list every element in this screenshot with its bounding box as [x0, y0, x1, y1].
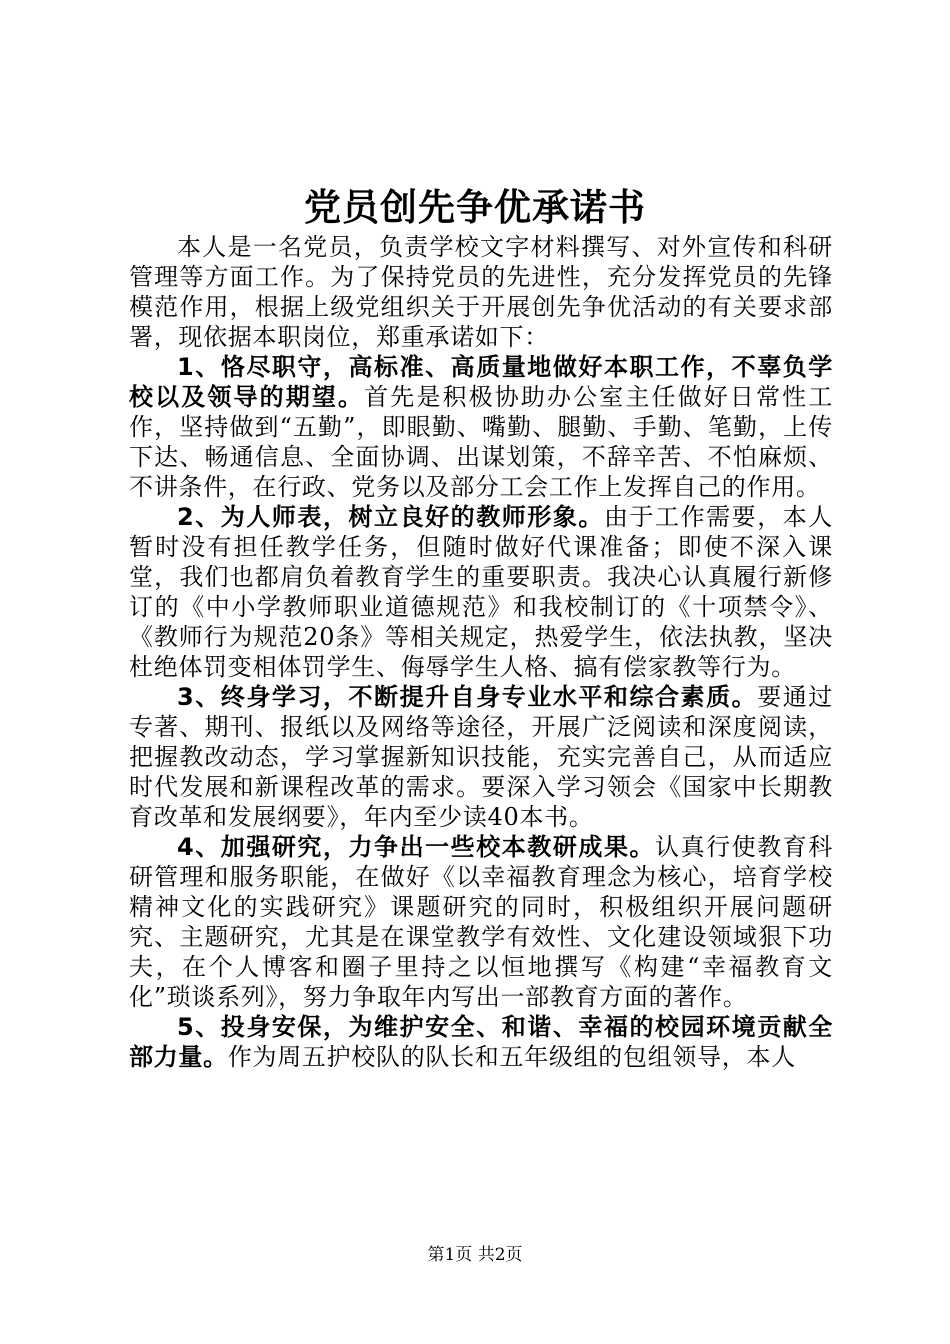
- commitment-heading-1: 1、恪尽职守，高标准、高质量地做好本职工作，不辜负学校以及领导的期望。: [129, 353, 833, 411]
- commitment-text-2: 由于工作需要，本人暂时没有担任教学任务，但随时做好代课准备；即使不深入课堂，我们也都肩负着教育学生的重要职责。我决心认真履行新修订的《中小学教师职业道德规范》和我校制订的《十项禁令》、《教师行为规范20条》等相关规定，热爱学生，依法执教，坚决杜绝体罚变相体罚学生、侮辱学生人格、搞有偿家教等行为。: [129, 503, 833, 681]
- commitment-text-5: 作为周五护校队的队长和五年级组的包组领导，本人: [227, 1043, 796, 1071]
- commitment-heading-4: 4、加强研究，力争出一些校本教研成果。: [177, 833, 656, 861]
- commitment-item-2: [129, 502, 833, 682]
- document-body: [129, 232, 833, 1072]
- intro-paragraph: 本人是一名党员，负责学校文字材料撰写、对外宣传和科研管理等方面工作。为了保持党员的先进性，充分发挥党员的先锋模范作用，根据上级党组织关于开展创先争优活动的有关要求部署，现依据本职岗位，郑重承诺如下：: [129, 233, 833, 351]
- commitment-heading-5: 5、投身安保，为维护安全、和谐、幸福的校园环境贡献全部力量。: [129, 1013, 833, 1071]
- document-title: 党员创先争优承诺书: [304, 185, 646, 229]
- commitment-text-3: 要通过专著、期刊、报纸以及网络等途径，开展广泛阅读和深度阅读，把握教改动态，学习掌握新知识技能，充实完善自己，从而适应时代发展和新课程改革的需求。要深入学习领会《国家中长期教育改革和发展纲要》，年内至少读40本书。: [129, 683, 833, 831]
- commitment-heading-2: 2、为人师表，树立良好的教师形象。: [177, 503, 604, 531]
- commitment-text-1: 首先是积极协助办公室主任做好日常性工作，坚持做到“五勤”，即眼勤、嘴勤、腿勤、手勤、笔勤，上传下达、畅通信息、全面协调、出谋划策，不辞辛苦、不怕麻烦、不讲条件，在行政、党务以及部分工会工作上发挥自己的作用。: [129, 383, 833, 501]
- commitment-heading-3: 3、终身学习，不断提升自身专业水平和综合素质。: [177, 683, 758, 711]
- commitment-text-4: 认真行使教育科研管理和服务职能，在做好《以幸福教育理念为核心，培育学校精神文化的实践研究》课题研究的同时，积极组织开展问题研究、主题研究，尤其是在课堂教学有效性、文化建设领域狠下功夫，在个人博客和圈子里持之以恒地撰写《构建“幸福教育文化”琐谈系列》，努力争取年内写出一部教育方面的著作。: [129, 833, 833, 1011]
- commitment-item-3: [129, 682, 833, 832]
- page-footer: 第1页 共2页: [427, 1245, 523, 1265]
- commitment-item-4: [129, 832, 833, 1012]
- commitment-item-5: [129, 1012, 833, 1072]
- commitment-item-1: [129, 352, 833, 502]
